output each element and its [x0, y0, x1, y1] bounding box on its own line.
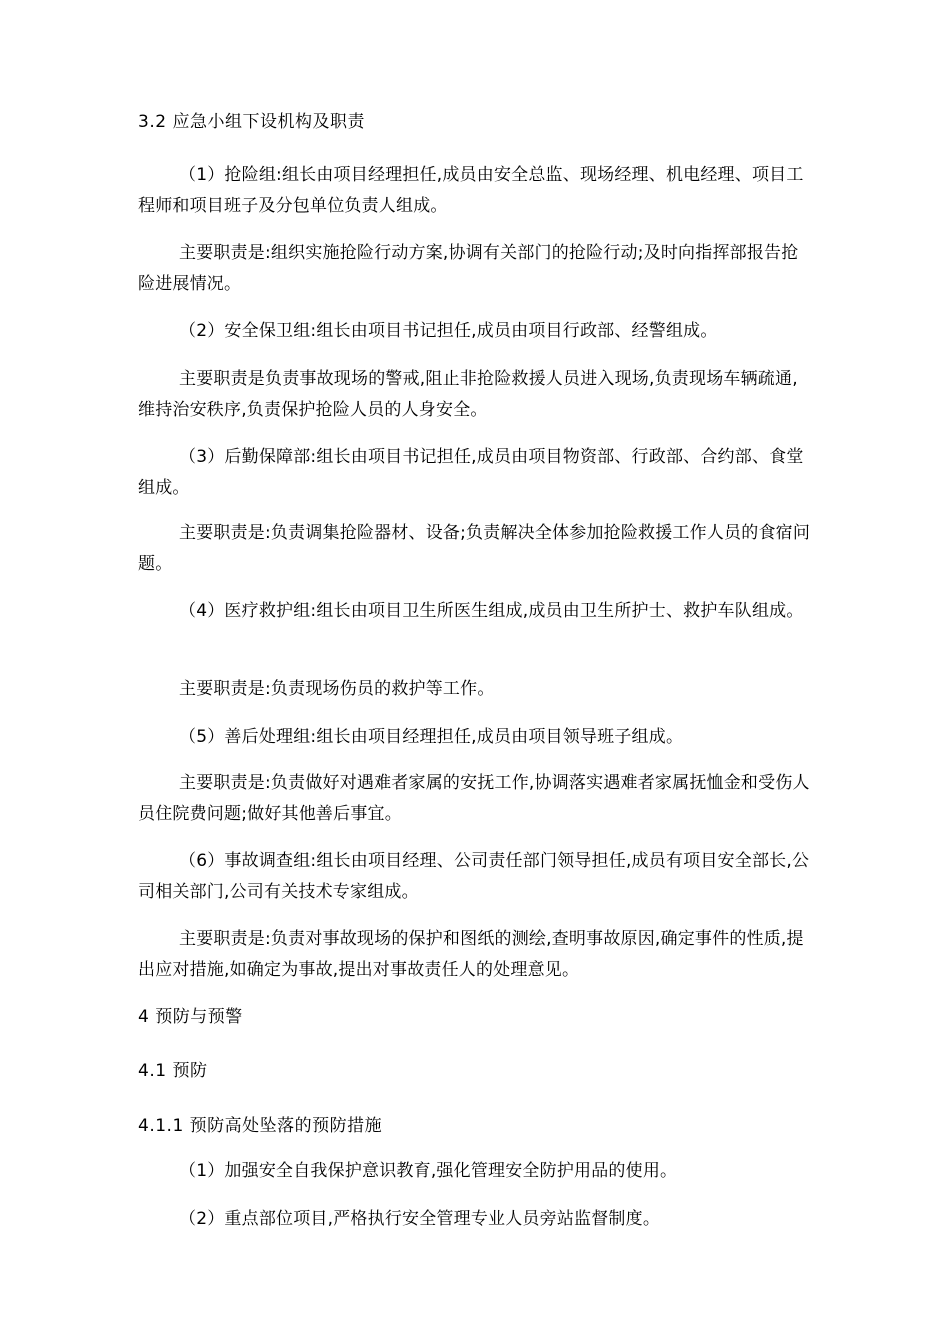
paragraph-investigation-duties: 主要职责是:负责对事故现场的保护和图纸的测绘,查明事故原因,确定事件的性质,提出应对措施,如确定为事故,提出对事故责任人的处理意见。 — [138, 929, 804, 980]
paragraph-logistics-group: （3）后勤保障部:组长由项目书记担任,成员由项目物资部、行政部、合约部、食堂组成。 — [138, 447, 804, 498]
paragraph-logistics-duties: 主要职责是:负责调集抢险器材、设备;负责解决全体参加抢险救援工作人员的食宿问题。 — [138, 523, 811, 574]
paragraph-measure-1: （1）加强安全自我保护意识教育,强化管理安全防护用品的使用。 — [179, 1161, 678, 1181]
paragraph-medical-duties: 主要职责是:负责现场伤员的救护等工作。 — [179, 679, 495, 699]
section-heading-4-1-1: 4.1.1 预防高处坠落的预防措施 — [138, 1116, 383, 1136]
section-heading-3-2: 3.2 应急小组下设机构及职责 — [138, 112, 365, 132]
paragraph-investigation-group: （6）事故调查组:组长由项目经理、公司责任部门领导担任,成员有项目安全部长,公司相关部门,公司有关技术专家组成。 — [138, 851, 810, 902]
paragraph-medical-group: （4）医疗救护组:组长由项目卫生所医生组成,成员由卫生所护士、救护车队组成。 — [179, 601, 804, 621]
paragraph-rescue-duties: 主要职责是:组织实施抢险行动方案,协调有关部门的抢险行动;及时向指挥部报告抢险进展情况。 — [138, 243, 799, 294]
paragraph-security-group: （2）安全保卫组:组长由项目书记担任,成员由项目行政部、经警组成。 — [179, 321, 718, 341]
section-heading-4: 4 预防与预警 — [138, 1007, 243, 1027]
paragraph-aftermath-duties: 主要职责是:负责做好对遇难者家属的安抚工作,协调落实遇难者家属抚恤金和受伤人员住院费问题;做好其他善后事宜。 — [138, 773, 810, 824]
section-heading-4-1: 4.1 预防 — [138, 1061, 208, 1081]
paragraph-aftermath-group: （5）善后处理组:组长由项目经理担任,成员由项目领导班子组成。 — [179, 727, 684, 747]
paragraph-security-duties: 主要职责是负责事故现场的警戒,阻止非抢险救援人员进入现场,负责现场车辆疏通,维持治安秩序,负责保护抢险人员的人身安全。 — [138, 369, 798, 420]
paragraph-measure-2: （2）重点部位项目,严格执行安全管理专业人员旁站监督制度。 — [179, 1209, 661, 1229]
paragraph-rescue-group: （1）抢险组:组长由项目经理担任,成员由安全总监、现场经理、机电经理、项目工程师和项目班子及分包单位负责人组成。 — [138, 165, 804, 216]
